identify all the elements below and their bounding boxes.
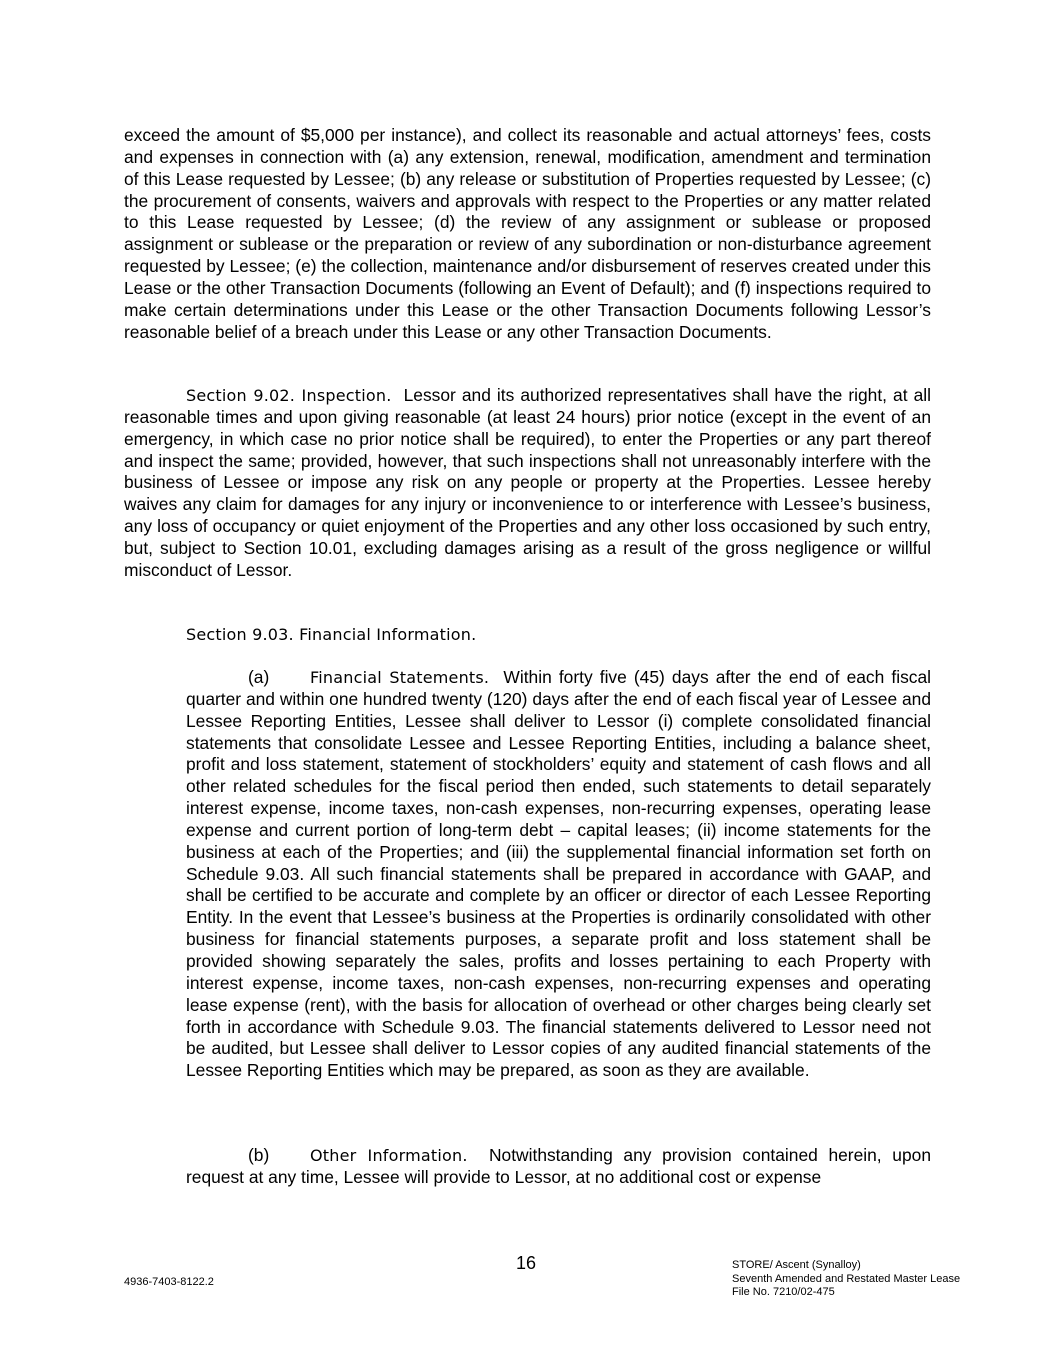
footer-doc-info	[732, 1259, 960, 1300]
subsection-text: Within forty five (45) days after the end of each fiscal quarter and within one hundred twenty (120) days after the end of each fiscal year of Lessee and Lessee Reporting Entities, Lessee shall deliver to Lessor (i) complete consolidated financial statements that consolidate Lessee and Lessee Reporting Entities, including a balance sheet, profit and loss statement, statement of stockholders’ equity and statement of cash flows and all other related schedules for the fiscal period then ended, such statements to detail separately interest expense, income taxes, non-cash expenses, non-recurring expenses, operating lease expense and current portion of long-term debt – capital leases; (ii) income statements for the business at each of the Properties; and (iii) the supplemental financial information set forth on Schedule 9.03. All such financial statements shall be prepared in accordance with GAAP, and shall be certified to be accurate and complete by an officer or director of each Lessee Reporting Entity. In the event that Lessee’s business at the Properties is ordinarily consolidated with other business for financial statements purposes, a separate profit and loss statement shall be provided showing separately the sales, profits and losses pertaining to each Property with interest expense, income taxes, non-cash expenses, non-recurring expenses and operating lease expense (rent), with the basis for allocation of overhead or other charges being clearly set forth in accordance with Schedule 9.03. The financial statements delivered to Lessor need not be audited, but Lessee shall deliver to Lessor copies of any audited financial statements of the Lessee Reporting Entities which may be prepared, as soon as they are available.	[186, 667, 931, 1081]
section-text: Lessor and its authorized representatives shall have the right, at all reasonable times and upon giving reasonable (at least 24 hours) prior notice (except in the event of an emergency, in which case no prior notice shall be required), to enter the Properties or any part thereof and inspect the same; provided, however, that such inspections shall not unreasonably interfere with the business of Lessee or impose any risk on any people or property at the Properties. Lessee hereby waives any claim for damages for any injury or inconvenience to or interference with Lessee’s business, any loss of occupancy or quiet enjoyment of the Properties and any other loss occasioned by such entry, but, subject to Section 10.01, excluding damages arising as a result of the gross negligence or willful misconduct of Lessor.	[124, 385, 932, 580]
page-number: 16	[516, 1253, 537, 1273]
section-9-02-inspection	[124, 385, 931, 582]
subsection-b-other-information	[186, 1145, 931, 1189]
paragraph-attorneys-fees: exceed the amount of $5,000 per instance), and collect its reasonable and actual attorneys’ fees, costs and expenses in connection with (a) any extension, renewal, modification, amendment and termination of this Lease requested by Lessee; (b) any release or substitution of Properties requested by Lessee; (c) the procurement of consents, waivers and approvals with respect to the Properties or any matter related to this Lease requested by Lessee; (d) the review of any assignment or sublease or proposed assignment or sublease or the preparation or review of any subordination or non-disturbance agreement requested by Lessee; (e) the collection, maintenance and/or disbursement of reserves created under this Lease or the other Transaction Documents (following an Event of Default); and (f) inspections required to make certain determinations under this Lease or the other Transaction Documents following Lessor’s reasonable belief of a breach under this Lease or any other Transaction Documents.	[124, 125, 931, 342]
subsection-heading: Other Information.	[310, 1146, 468, 1165]
subsection-a-financial-statements	[186, 667, 931, 1082]
subsection-heading: Financial Statements.	[310, 668, 490, 687]
section-heading: Section 9.03. Financial Information.	[186, 625, 477, 644]
footer-doc-id: 4936-7403-8122.2	[124, 1276, 214, 1288]
footer-line-file-no: File No. 7210/02-475	[732, 1286, 835, 1298]
footer-line-lease-title: Seventh Amended and Restated Master Lease	[732, 1272, 961, 1285]
subsection-label: (b)	[248, 1145, 270, 1165]
section-9-03-heading	[186, 624, 931, 646]
subsection-label: (a)	[248, 667, 270, 687]
subsection-text: Notwithstanding any provision contained herein, upon request at any time, Lessee will provide to Lessor, at no additional cost or expense	[186, 1145, 931, 1187]
section-heading: Section 9.02. Inspection.	[186, 386, 392, 405]
footer-line-store: STORE/ Ascent (Synalloy)	[732, 1259, 861, 1271]
